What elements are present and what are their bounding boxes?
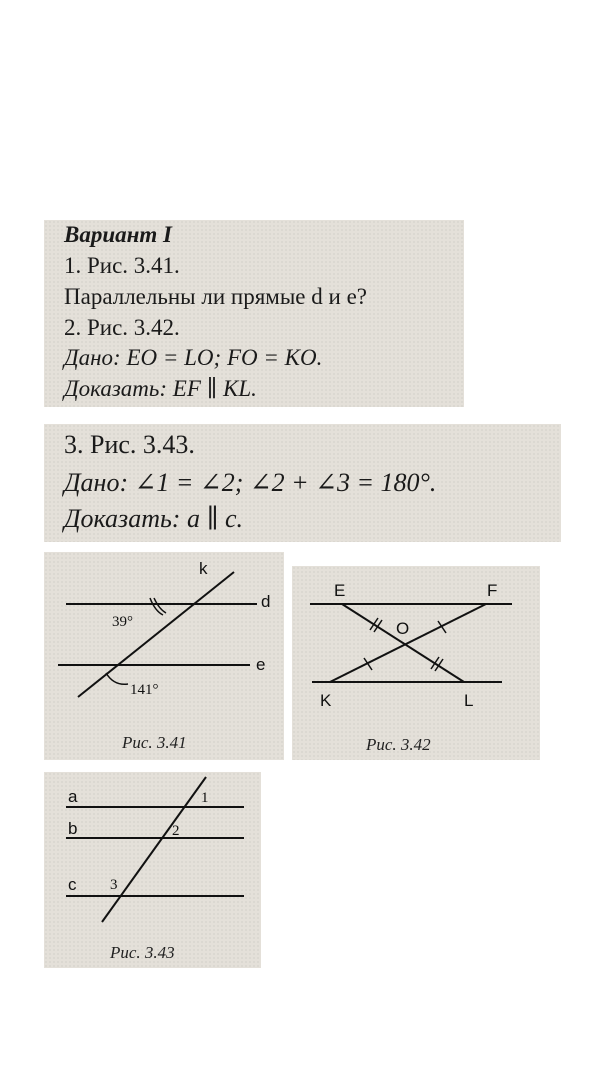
task-block-1 — [44, 220, 464, 407]
label-b: b — [68, 819, 78, 838]
angle-2: 2 — [172, 823, 180, 839]
point-F: F — [487, 581, 498, 600]
figure-3-41-drawing — [44, 552, 284, 760]
figure-3-43-drawing — [44, 772, 261, 968]
angle-3: 3 — [110, 877, 118, 893]
caption-3-43: Рис. 3.43 — [110, 943, 175, 962]
caption-3-42: Рис. 3.42 — [366, 735, 431, 754]
line-k — [78, 572, 234, 697]
task-block-2 — [44, 424, 561, 542]
task3-reference: 3. Рис. 3.43. — [64, 430, 195, 459]
point-K: K — [320, 691, 332, 710]
label-c: c — [68, 875, 77, 894]
figure-3-41 — [44, 552, 284, 760]
task1-question: Параллельны ли прямые d и e? — [64, 284, 367, 309]
label-k: k — [199, 559, 208, 578]
figure-3-42-drawing — [292, 566, 540, 760]
variant-title: Вариант I — [64, 222, 172, 247]
angle-141: 141° — [130, 682, 159, 698]
label-e: e — [256, 655, 266, 674]
label-d: d — [261, 592, 271, 611]
task2-prove: Доказать: EF ∥ KL. — [64, 376, 257, 401]
task1-reference: 1. Рис. 3.41. — [64, 253, 180, 278]
angle-39: 39° — [112, 614, 133, 630]
segment-KF — [330, 604, 486, 682]
task3-prove: Доказать: a ∥ c. — [64, 504, 244, 533]
caption-3-41: Рис. 3.41 — [122, 733, 187, 752]
angle-arc-top-1 — [150, 598, 163, 615]
angle-1: 1 — [201, 790, 209, 806]
task2-given: Дано: EO = LO; FO = KO. — [64, 345, 323, 370]
angle-arc-top-2 — [154, 598, 166, 613]
point-E: E — [334, 581, 346, 600]
point-L: L — [464, 691, 474, 710]
transversal — [102, 777, 206, 922]
segment-EL — [342, 604, 464, 682]
figure-3-43 — [44, 772, 261, 968]
figure-3-42 — [292, 566, 540, 760]
task2-reference: 2. Рис. 3.42. — [64, 315, 180, 340]
label-a: a — [68, 787, 78, 806]
point-O: O — [396, 619, 410, 638]
task3-given: Дано: ∠1 = ∠2; ∠2 + ∠3 = 180°. — [64, 468, 437, 497]
angle-arc-bottom — [106, 673, 128, 684]
